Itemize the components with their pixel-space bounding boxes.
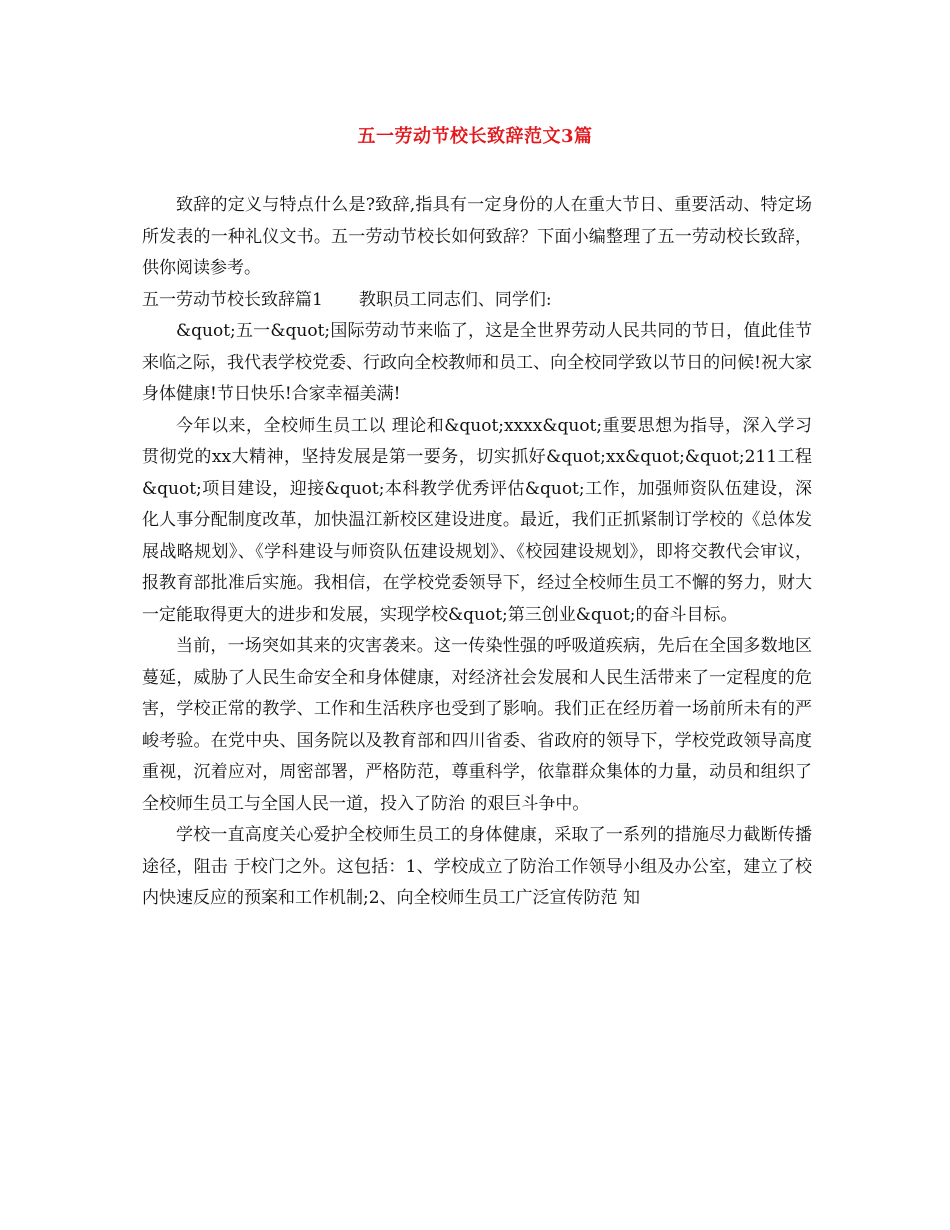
salutation: 教职员工同志们、同学们:: [358, 289, 552, 310]
intro-paragraph: 致辞的定义与特点什么是?致辞,指具有一定身份的人在重大节日、重要活动、特定场所发表的一种礼仪文书。五一劳动节校长如何致辞？下面小编整理了五一劳动校长致辞，供你阅读参考。: [142, 195, 812, 278]
body-paragraph-2: 今年以来，全校师生员工以 理论和&quot;xxxx&quot;重要思想为指导，深入学习贯彻党的xx大精神，坚持发展是第一要务，切实抓好&quot;xx&quot;&quot;211工程&quot;项目建设，迎接&quot;本科教学优秀评估&quot;工作，加强师资队伍建设，深化人事分配制度改革，加快温江新校区建设进度。最近，我们正抓紧制订学校的《总体发展战略规划》、《学科建设与师资队伍建设规划》、《校园建设规划》，即将交教代会审议，报教育部批准后实施。我相信，在学校党委领导下，经过全校师生员工不懈的努力，财大一定能取得更大的进步和发展，实现学校&quot;第三创业&quot;的奋斗目标。: [142, 415, 812, 625]
document-title: 五一劳动节校长致辞范文3篇: [357, 126, 593, 147]
body-paragraph-1: &quot;五一&quot;国际劳动节来临了，这是全世界劳动人民共同的节日，值此佳节来临之际，我代表学校党委、行政向全校教师和员工、向全校同学致以节日的问候!祝大家身体健康!节日快乐!合家幸福美满!: [142, 321, 812, 404]
body-paragraph-4: 学校一直高度关心爱护全校师生员工的身体健康，采取了一系列的措施尽力截断传播途径，阻击 于校门之外。这包括：1、学校成立了防治工作领导小组及办公室，建立了校内快速反应的预案和工作机制;2、向全校师生员工广泛宣传防范 知: [142, 825, 812, 908]
document-body: [142, 190, 812, 915]
section-heading: 五一劳动节校长致辞篇1: [142, 289, 323, 310]
body-paragraph-3: 当前，一场突如其来的灾害袭来。这一传染性强的呼吸道疾病，先后在全国多数地区蔓延，威胁了人民生命安全和身体健康，对经济社会发展和人民生活带来了一定程度的危害，学校正常的教学、工作和生活秩序也受到了影响。我们正在经历着一场前所未有的严峻考验。在党中央、国务院以及教育部和四川省委、省政府的领导下，学校党政领导高度重视，沉着应对，周密部署，严格防范，尊重科学，依靠群众集体的力量，动员和组织了全校师生员工与全国人民一道，投入了防治 的艰巨斗争中。: [142, 636, 812, 814]
section-heading-line: [142, 285, 812, 317]
